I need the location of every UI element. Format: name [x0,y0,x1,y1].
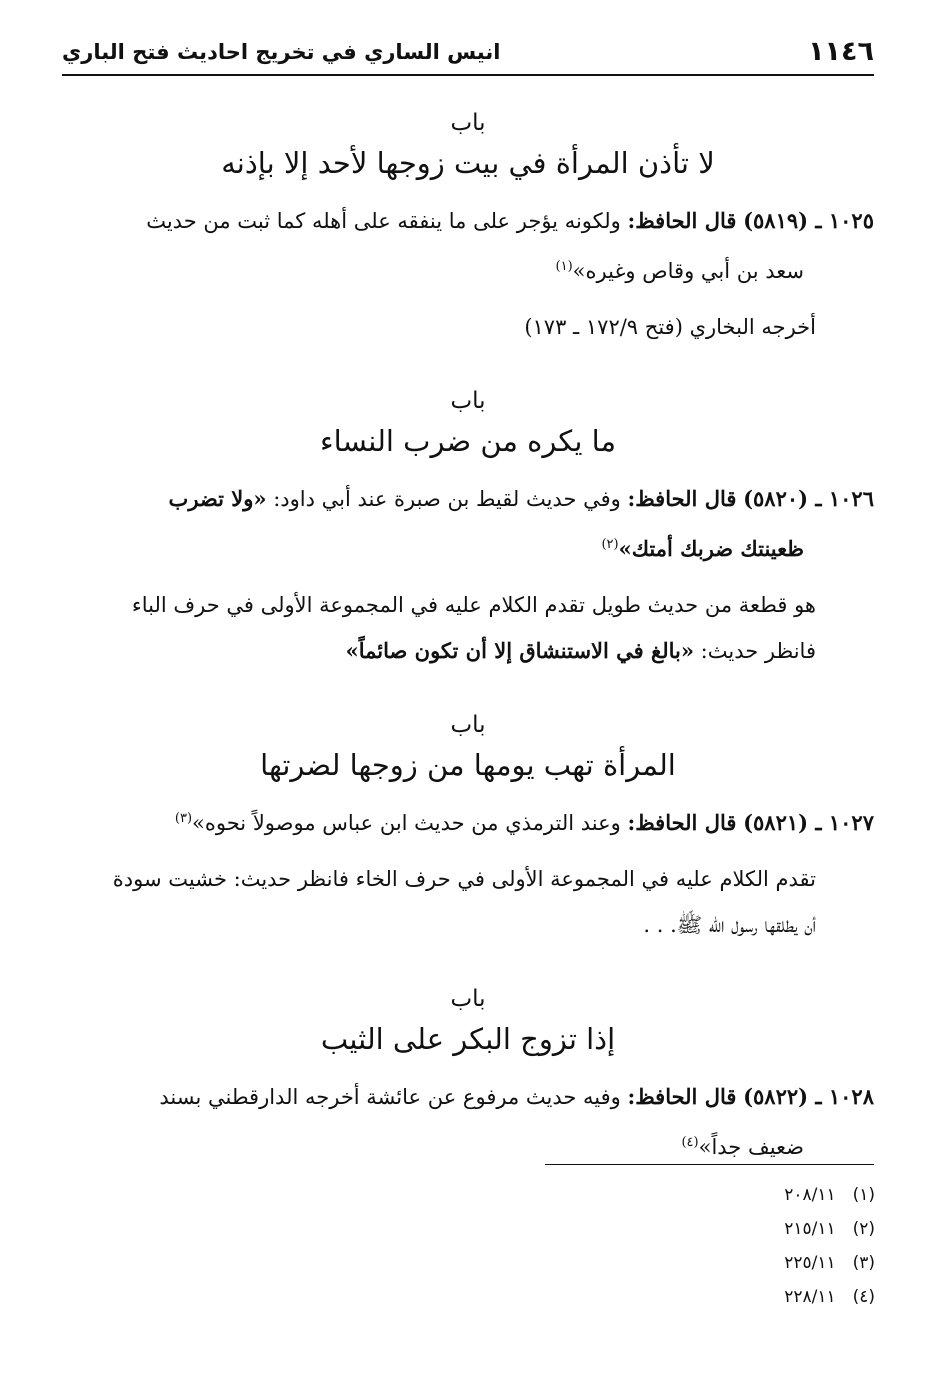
note-quote: «بالغ في الاستنشاق إلا أن تكون صائماً» [345,638,694,663]
hadith-text: وفي حديث لقيط بن صبرة عند أبي داود: [273,487,621,511]
hadith-speaker: قال الحافظ: [627,1084,737,1109]
hadith-number: ١٠٢٥ ـ (٥٨١٩) [743,208,874,233]
footnote [700,1280,875,1314]
chapter-section [62,708,874,948]
takhrij-note: أخرجه البخاري (فتح ١٧٢/٩ ـ ١٧٣) [524,315,816,339]
hadith-entry-continued [62,246,874,296]
footnote-mark: (٤) [852,1287,875,1307]
hadith-entry [62,196,874,246]
hadith-number: ١٠٢٧ ـ (٥٨٢١) [743,810,874,835]
takhrij-note [62,582,874,674]
footnote-reference: (٣) [174,811,193,826]
hadith-text: وعند الترمذي من حديث ابن عباس موصولاً نحوه» [192,811,621,835]
footnote [700,1246,875,1280]
page-body [62,106,874,1172]
hadith-speaker: قال الحافظ: [627,208,737,233]
footnotes [700,1178,875,1314]
note-text: فانظر حديث: [700,639,816,663]
note-text: تقدم الكلام عليه في المجموعة الأولى في حرف الخاء فانظر حديث: خشيت سودة [112,867,816,891]
hadith-entry [62,798,874,848]
chapter-title: إذا تزوج البكر على الثيب [320,1022,616,1056]
chapter-title: المرأة تهب يومها من زوجها لضرتها [260,748,676,782]
chapter-section [62,384,874,674]
hadith-speaker: قال الحافظ: [627,486,737,511]
running-title: انيس الساري في تخريج احاديث فتح الباري [62,40,501,64]
footnote [700,1212,875,1246]
chapter-label: باب [450,110,486,136]
footnote-mark: (١) [852,1185,875,1205]
hadith-quote: «ولا تضرب [168,486,267,511]
footnote-mark: (٢) [852,1219,875,1239]
chapter-label: باب [450,986,486,1012]
footnote-divider [545,1164,874,1165]
hadith-number: ١٠٢٨ ـ (٥٨٢٢) [743,1084,874,1109]
chapter-label: باب [450,388,486,414]
hadith-number: ١٠٢٦ ـ (٥٨٢٠) [743,486,874,511]
chapter-section [62,106,874,350]
hadith-speaker: قال الحافظ: [627,810,737,835]
hadith-quote: ظعينتك ضربك أمتك» [618,536,804,561]
page-header [62,34,874,76]
footnote [700,1178,875,1212]
hadith-entry [62,1072,874,1122]
note-text: هو قطعة من حديث طويل تقدم الكلام عليه في المجموعة الأولى في حرف الباء [131,593,816,617]
footnote-text: ٢١٥/١١ [784,1219,836,1239]
footnote-text: ٢٢٥/١١ [784,1253,836,1273]
footnote-reference: (١) [555,259,573,274]
chapter-title: ما يكره من ضرب النساء [319,424,617,458]
chapter-title: لا تأذن المرأة في بيت زوجها لأحد إلا بإذنه [221,146,715,180]
takhrij-note [62,856,874,948]
page-number: ١١٤٦ [808,36,874,67]
hadith-text: ولكونه يؤجر على ما ينفقه على أهله كما ثبت من حديث [146,209,621,233]
hadith-text: وفيه حديث مرفوع عن عائشة أخرجه الدارقطني بسند [159,1085,621,1109]
chapter-section [62,982,874,1172]
hadith-text: ضعيف جداً» [698,1135,804,1159]
hadith-entry-continued [62,524,874,574]
footnote-reference: (٤) [681,1135,699,1150]
hadith-text: سعد بن أبي وقاص وغيره» [572,259,804,283]
chapter-label: باب [450,712,486,738]
footnote-text: ٢٠٨/١١ [784,1185,836,1205]
footnote-text: ٢٢٨/١١ [784,1287,836,1307]
hadith-entry [62,474,874,524]
footnote-mark: (٣) [852,1253,875,1273]
note-text: أن يطلقها رسول الله ﷺ. . . [643,913,816,937]
footnote-reference: (٢) [601,537,619,552]
